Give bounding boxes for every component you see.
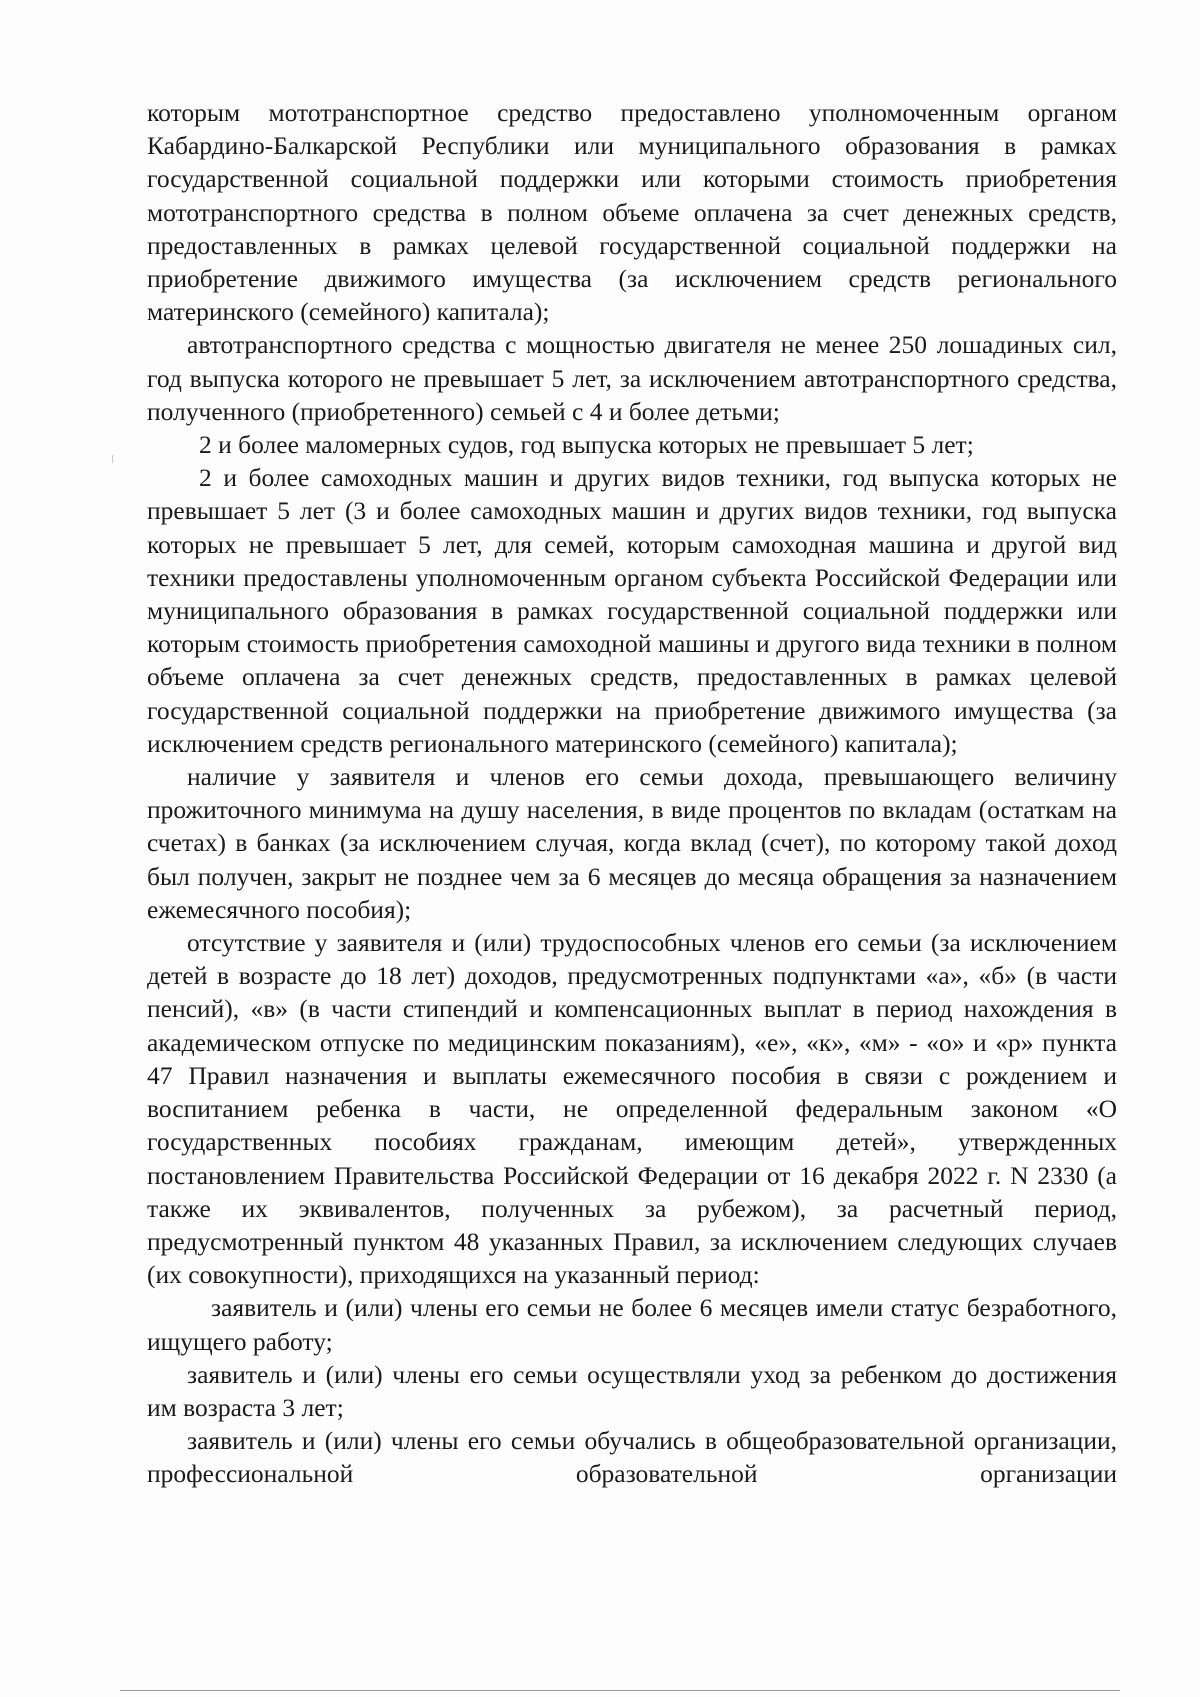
paragraph-education: заявитель и (или) члены его семьи обучались в общеобразовательной организации, профессиональной образовательной организации	[147, 1426, 1117, 1489]
paragraph-child-care: заявитель и (или) члены его семьи осуществляли уход за ребенком до достижения им возраста 3 лет;	[147, 1359, 1117, 1422]
document-body	[147, 96, 1117, 1491]
paragraph-unemployed-status: заявитель и (или) члены его семьи не более 6 месяцев имели статус безработного, ищущего работу;	[147, 1293, 1117, 1356]
paragraph-absence-of-income: отсутствие у заявителя и (или) трудоспособных членов его семьи (за исключением детей в возрасте до 18 лет) доходов, предусмотренных подпунктами «а», «б» (в части пенсий), «в» (в части стипендий и компенсационных выплат в период нахождения в академическом отпуске по медицинским показаниям), «е», «к», «м» - «о» и «р» пункта 47 Правил назначения и выплаты ежемесячного пособия в связи с рождением и воспитанием ребенка в части, не определенной федеральным законом «О государственных пособиях гражданам, имеющим детей», утвержденных постановлением Правительства Российской Федерации от 16 декабря 2022 г. N 2330 (а также их эквивалентов, полученных за рубежом), за расчетный период, предусмотренный пунктом 48 указанных Правил, за исключением следующих случаев (их совокупности), приходящихся на указанный период:	[147, 928, 1117, 1290]
paragraph-self-propelled-machines: 2 и более самоходных машин и других видов техники, год выпуска которых не превышает 5 лет (3 и более самоходных машин и других видов техники, год выпуска которых не превышает 5 лет, для семей, которым самоходная машина и другой вид техники предоставлены уполномоченным органом субъекта Российской Федерации или муниципального образования в рамках государственной социальной поддержки или которым стоимость приобретения самоходной машины и другого вида техники в полном объеме оплачена за счет денежных средств, предоставленных в рамках целевой государственной социальной поддержки на приобретение движимого имущества (за исключением средств регионального материнского (семейного) капитала);	[147, 463, 1117, 758]
scan-artifact-mark	[112, 455, 113, 463]
paragraph-deposit-interest-income: наличие у заявителя и членов его семьи дохода, превышающего величину прожиточного минимума на душу населения, в виде процентов по вкладам (остаткам на счетах) в банках (за исключением случая, когда вклад (счет), по которому такой доход был получен, закрыт не позднее чем за 6 месяцев до месяца обращения за назначением ежемесячного пособия);	[147, 762, 1117, 924]
paragraph-small-vessels: 2 и более маломерных судов, год выпуска которых не превышает 5 лет;	[199, 430, 974, 460]
page-bottom-edge-line	[120, 1690, 1120, 1691]
paragraph-motor-vehicle-continued: которым мототранспортное средство предоставлено уполномоченным органом Кабардино-Балкарской Республики или муниципального образования в рамках государственной социальной поддержки или которыми стоимость приобретения мототранспортного средства в полном объеме оплачена за счет денежных средств, предоставленных в рамках целевой государственной социальной поддержки на приобретение движимого имущества (за исключением средств регионального материнского (семейного) капитала);	[147, 98, 1117, 327]
paragraph-car-engine-power: автотранспортного средства с мощностью двигателя не менее 250 лошадиных сил, год выпуска которого не превышает 5 лет, за исключением автотранспортного средства, полученного (приобретенного) семьей с 4 и более детьми;	[147, 330, 1117, 426]
